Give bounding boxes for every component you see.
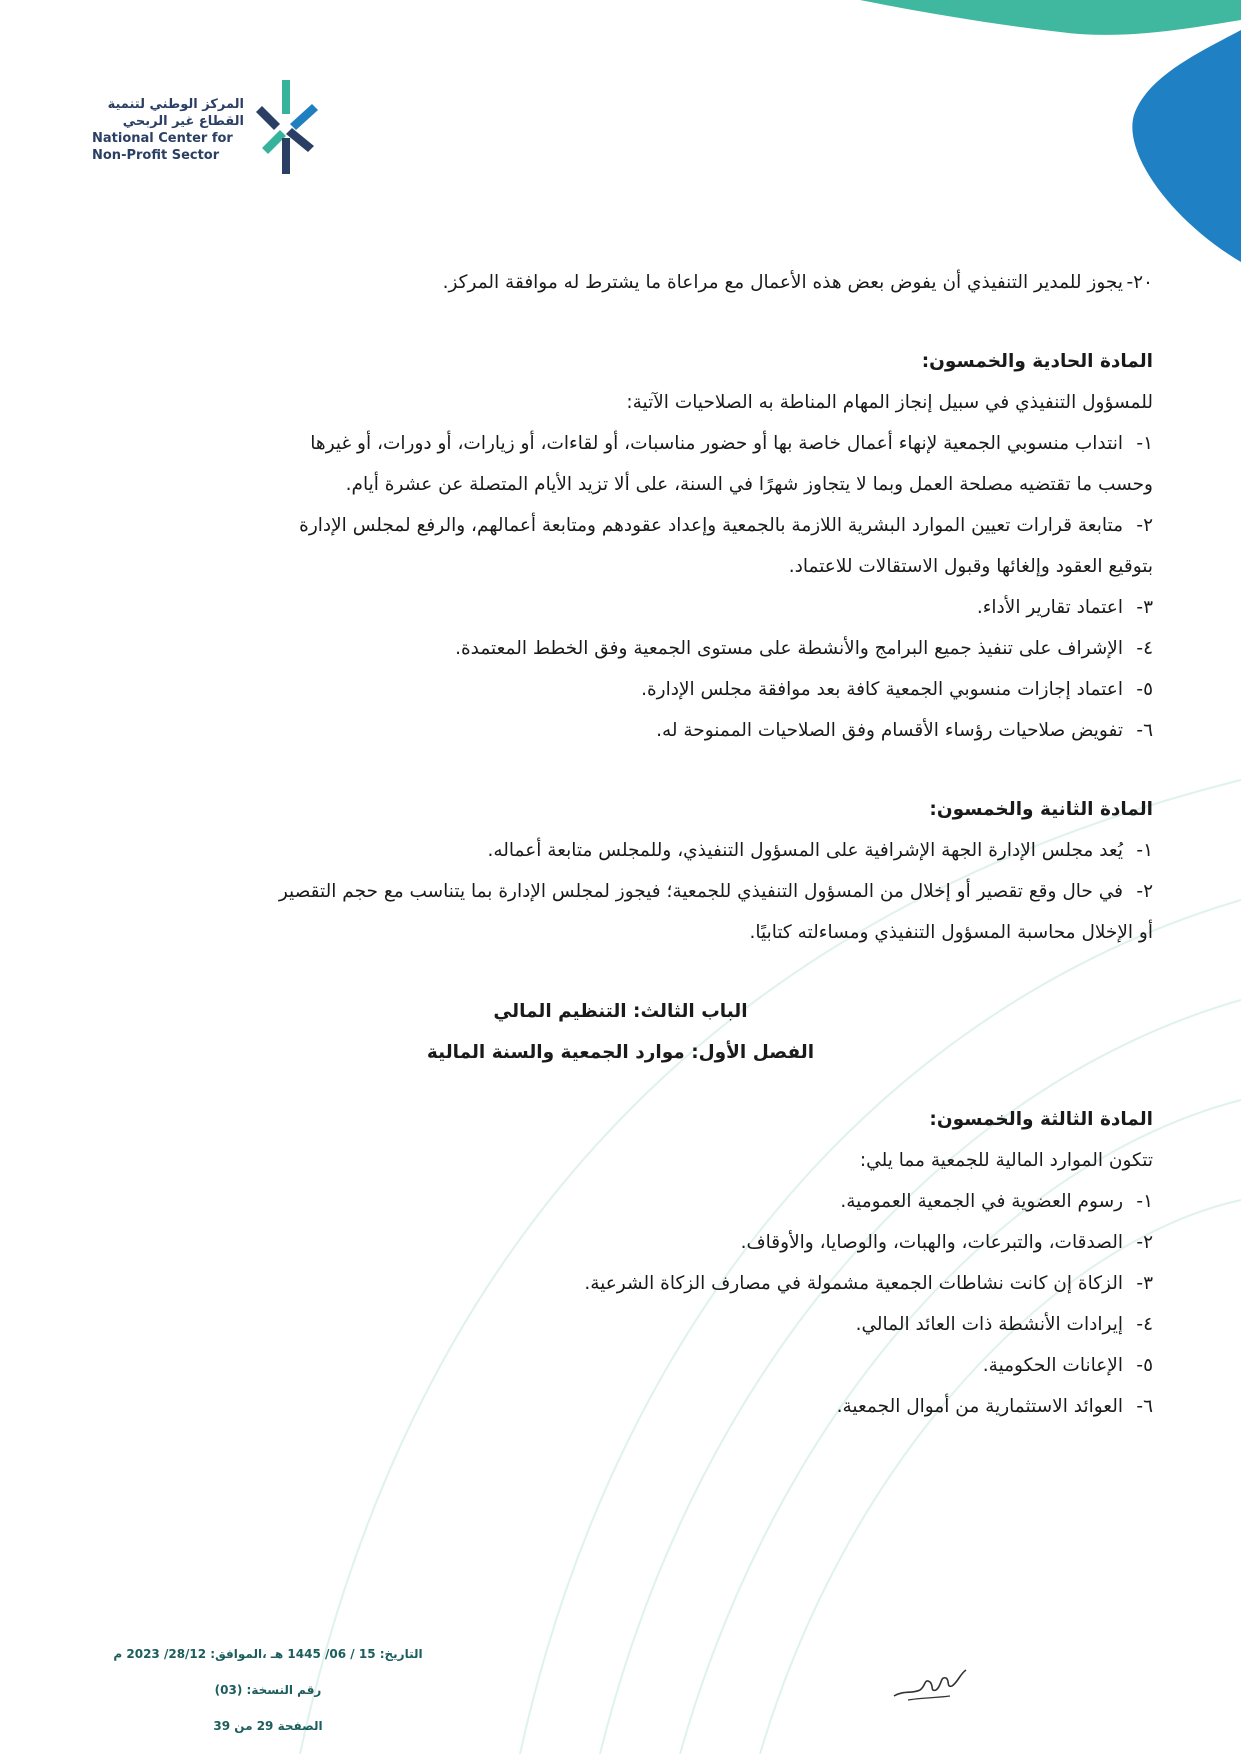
- article-53-heading: المادة الثالثة والخمسون:: [929, 1109, 1153, 1130]
- article-53-intro: تتكون الموارد المالية للجمعية مما يلي:: [859, 1150, 1153, 1171]
- logo-arabic-line-2: القطاع غير الربحي: [122, 114, 244, 129]
- article-52-heading: المادة الثانية والخمسون:: [929, 799, 1153, 820]
- list-item: ٥-الإعانات الحكومية.: [982, 1355, 1153, 1376]
- logo-english-line-1: National Center for: [92, 131, 233, 146]
- list-item: ٤-الإشراف على تنفيذ جميع البرامج والأنشطة على مستوى الجمعية وفق الخطط المعتمدة.: [455, 638, 1153, 659]
- corner-teal-shape: [860, 0, 1241, 35]
- organization-logo: [92, 78, 332, 188]
- list-item: ١-رسوم العضوية في الجمعية العمومية.: [840, 1191, 1153, 1212]
- logo-english-line-2: Non-Profit Sector: [92, 148, 220, 163]
- article-53-list: [88, 1181, 1153, 1427]
- list-item: ٢-متابعة قرارات تعيين الموارد البشرية اللازمة بالجمعية وإعداد عقودهم ومتابعة أعمالهم، والرفع لمجلس الإدارة: [299, 515, 1153, 536]
- article-52-list: [88, 830, 1153, 953]
- logo-text: [92, 96, 244, 164]
- list-item: ٢-في حال وقع تقصير أو إخلال من المسؤول التنفيذي للجمعية؛ فيجوز لمجلس الإدارة بما يتناسب مع حجم التقصير: [278, 881, 1153, 902]
- document-body: [88, 262, 1153, 1427]
- list-item: ١-انتداب منسوبي الجمعية لإنهاء أعمال خاصة بها أو حضور مناسبات، أو لقاءات، أو زيارات، أو دورات، أو غيرها: [310, 433, 1153, 454]
- signature-image: [890, 1660, 970, 1706]
- page-footer: [88, 1636, 448, 1744]
- article-51-heading: المادة الحادية والخمسون:: [921, 351, 1153, 372]
- list-item-continuation: بتوقيع العقود وإلغائها وقبول الاستقالات للاعتماد.: [788, 556, 1153, 577]
- corner-blue-shape: [1132, 30, 1241, 262]
- list-item: ٣-الزكاة إن كانت نشاطات الجمعية مشمولة في مصارف الزكاة الشرعية.: [584, 1273, 1153, 1294]
- article-51-intro: للمسؤول التنفيذي في سبيل إنجاز المهام المناطة به الصلاحيات الآتية:: [626, 392, 1153, 413]
- footer-version: رقم النسخة: (03): [214, 1683, 322, 1697]
- logo-arabic-line-1: المركز الوطني لتنمية: [107, 97, 244, 112]
- list-item: ٢-الصدقات، والتبرعات، والهبات، والوصايا، والأوقاف.: [740, 1232, 1153, 1253]
- list-item: ٤-إيرادات الأنشطة ذات العائد المالي.: [855, 1314, 1153, 1335]
- list-item-continuation: أو الإخلال محاسبة المسؤول التنفيذي ومساءلته كتابيًا.: [749, 922, 1153, 943]
- chapter-title: الباب الثالث: التنظيم المالي: [493, 1001, 748, 1022]
- list-item: ٦-تفويض صلاحيات رؤساء الأقسام وفق الصلاحيات الممنوحة له.: [656, 720, 1153, 741]
- list-item: ٢٠-يجوز للمدير التنفيذي أن يفوض بعض هذه الأعمال مع مراعاة ما يشترط له موافقة المركز.: [442, 272, 1153, 293]
- list-item: ٥-اعتماد إجازات منسوبي الجمعية كافة بعد موافقة مجلس الإدارة.: [641, 679, 1153, 700]
- list-item: ٦-العوائد الاستثمارية من أموال الجمعية.: [836, 1396, 1153, 1417]
- list-item-continuation: وحسب ما تقتضيه مصلحة العمل وبما لا يتجاوز شهرًا في السنة، على ألا تزيد الأيام المتصلة عن عشرة أيام.: [345, 474, 1153, 495]
- footer-date: التاريخ: 15 / 06/ 1445 هـ ،الموافق: 28/12/ 2023 م: [113, 1647, 423, 1661]
- footer-page-number: الصفحة 29 من 39: [213, 1719, 323, 1733]
- list-item: ٣-اعتماد تقارير الأداء.: [976, 597, 1153, 618]
- article-51-list: [88, 423, 1153, 751]
- list-item: ١-يُعد مجلس الإدارة الجهة الإشرافية على المسؤول التنفيذي، وللمجلس متابعة أعماله.: [487, 840, 1153, 861]
- section-title: الفصل الأول: موارد الجمعية والسنة المالية: [426, 1042, 815, 1063]
- logo-mark-icon: [252, 78, 324, 178]
